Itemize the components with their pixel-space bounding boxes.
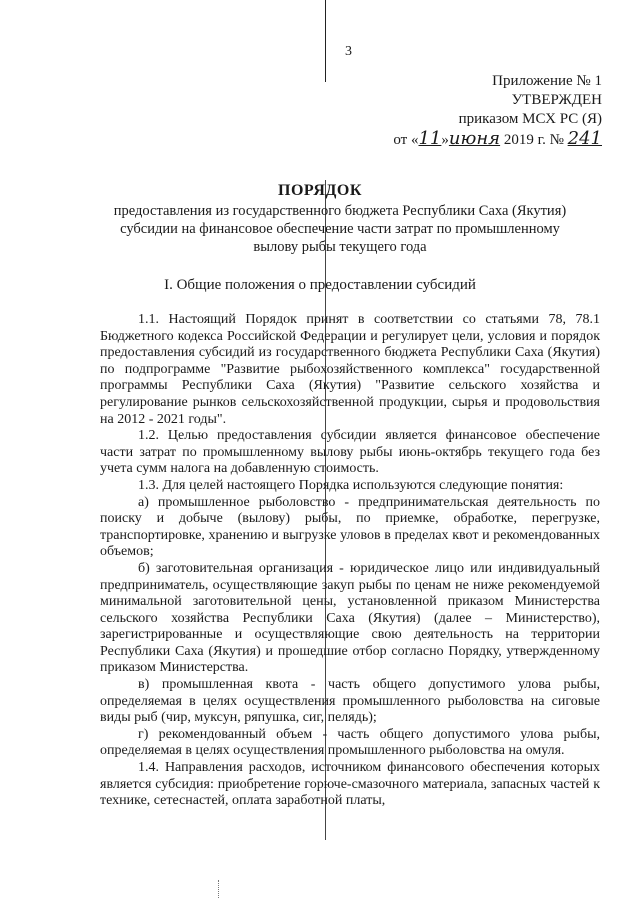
paragraph: в) промышленная квота - часть общего допустимого улова рыбы, определяемая в целях осуществления промышленного рыболовства на сиговые виды рыб (чир, муксун, ряпушка, сиг, пелядь); (100, 677, 600, 726)
date-day: 11 (418, 128, 442, 149)
paragraph: б) заготовительная организация - юридическое лицо или индивидуальный предприниматель, осуществляющие закуп рыбы по ценам не ниже рекомендуемой минимальной заготовительной цены, установленной приказом Министерства сельского хозяйства Республики Саха (Якутия) (далее – Министерство), зарегистрированные и осуществляющие свою деятельность на территории Республики Саха (Якутия) и прошедшие отбор согласно Порядку, утвержденному приказом Министерства. (100, 560, 600, 676)
document-body (100, 312, 600, 810)
document-title: ПОРЯДОК (278, 182, 362, 199)
paragraph: а) промышленное рыболовство - предпринимательская деятельность по поиску и добыче (вылову) рыбы, по приемке, обработке, перегрузке, транспортировке, хранению и выгрузке уловов в пределах квот и рекомендованных объемов; (100, 494, 600, 560)
appendix-label: Приложение № 1 (492, 73, 602, 89)
page-number: 3 (345, 44, 352, 59)
scan-mark (218, 880, 220, 898)
order-label: приказом МСХ РС (Я) (458, 111, 602, 127)
order-date-line (302, 129, 602, 150)
date-month: июня (448, 128, 501, 149)
section-heading: I. Общие положения о предоставлении субсидий (164, 277, 476, 293)
document-subtitle: предоставления из государственного бюджета Республики Саха (Якутия) субсидии на финансовое обеспечение части затрат по промышленному вылову рыбы текущего года (113, 203, 567, 255)
paragraph: 1.4. Направления расходов, источником финансового обеспечения которых является субсидия: приобретение горюче-смазочного материала, запасных частей к технике, сетеснастей, оплата заработной платы, (100, 760, 600, 809)
paragraph: г) рекомендованный объем - часть общего допустимого улова рыбы, определяемая в целях осуществления промышленного рыболовства на омуля. (100, 726, 600, 759)
paragraph: 1.1. Настоящий Порядок принят в соответствии со статьями 78, 78.1 Бюджетного кодекса Российской Федерации и регулирует цели, условия и порядок предоставления субсидий из государственного бюджета Республики Саха (Якутия) по подпрограмме "Развитие рыбохозяйственного комплекса" государственной программы Республики Саха (Якутия) "Развитие сельского хозяйства и регулирование рынков сельскохозяйственной продукции, сырья и продовольствия на 2012 - 2021 годы". (100, 312, 600, 427)
paragraph: 1.2. Целью предоставления субсидии является финансовое обеспечение части затрат по промышленному вылову рыбы июнь-октябрь текущего года без учета сумм налога на добавленную стоимость. (100, 428, 600, 477)
approved-label: УТВЕРЖДЕН (511, 92, 602, 108)
order-number: 241 (567, 128, 602, 149)
paragraph: 1.3. Для целей настоящего Порядка используются следующие понятия: (138, 477, 564, 493)
approval-block (302, 72, 602, 150)
date-mid: » (441, 132, 449, 148)
date-prefix: от « (393, 132, 419, 148)
date-year: 2019 г. № (500, 132, 568, 148)
scan-line-top (325, 0, 326, 82)
